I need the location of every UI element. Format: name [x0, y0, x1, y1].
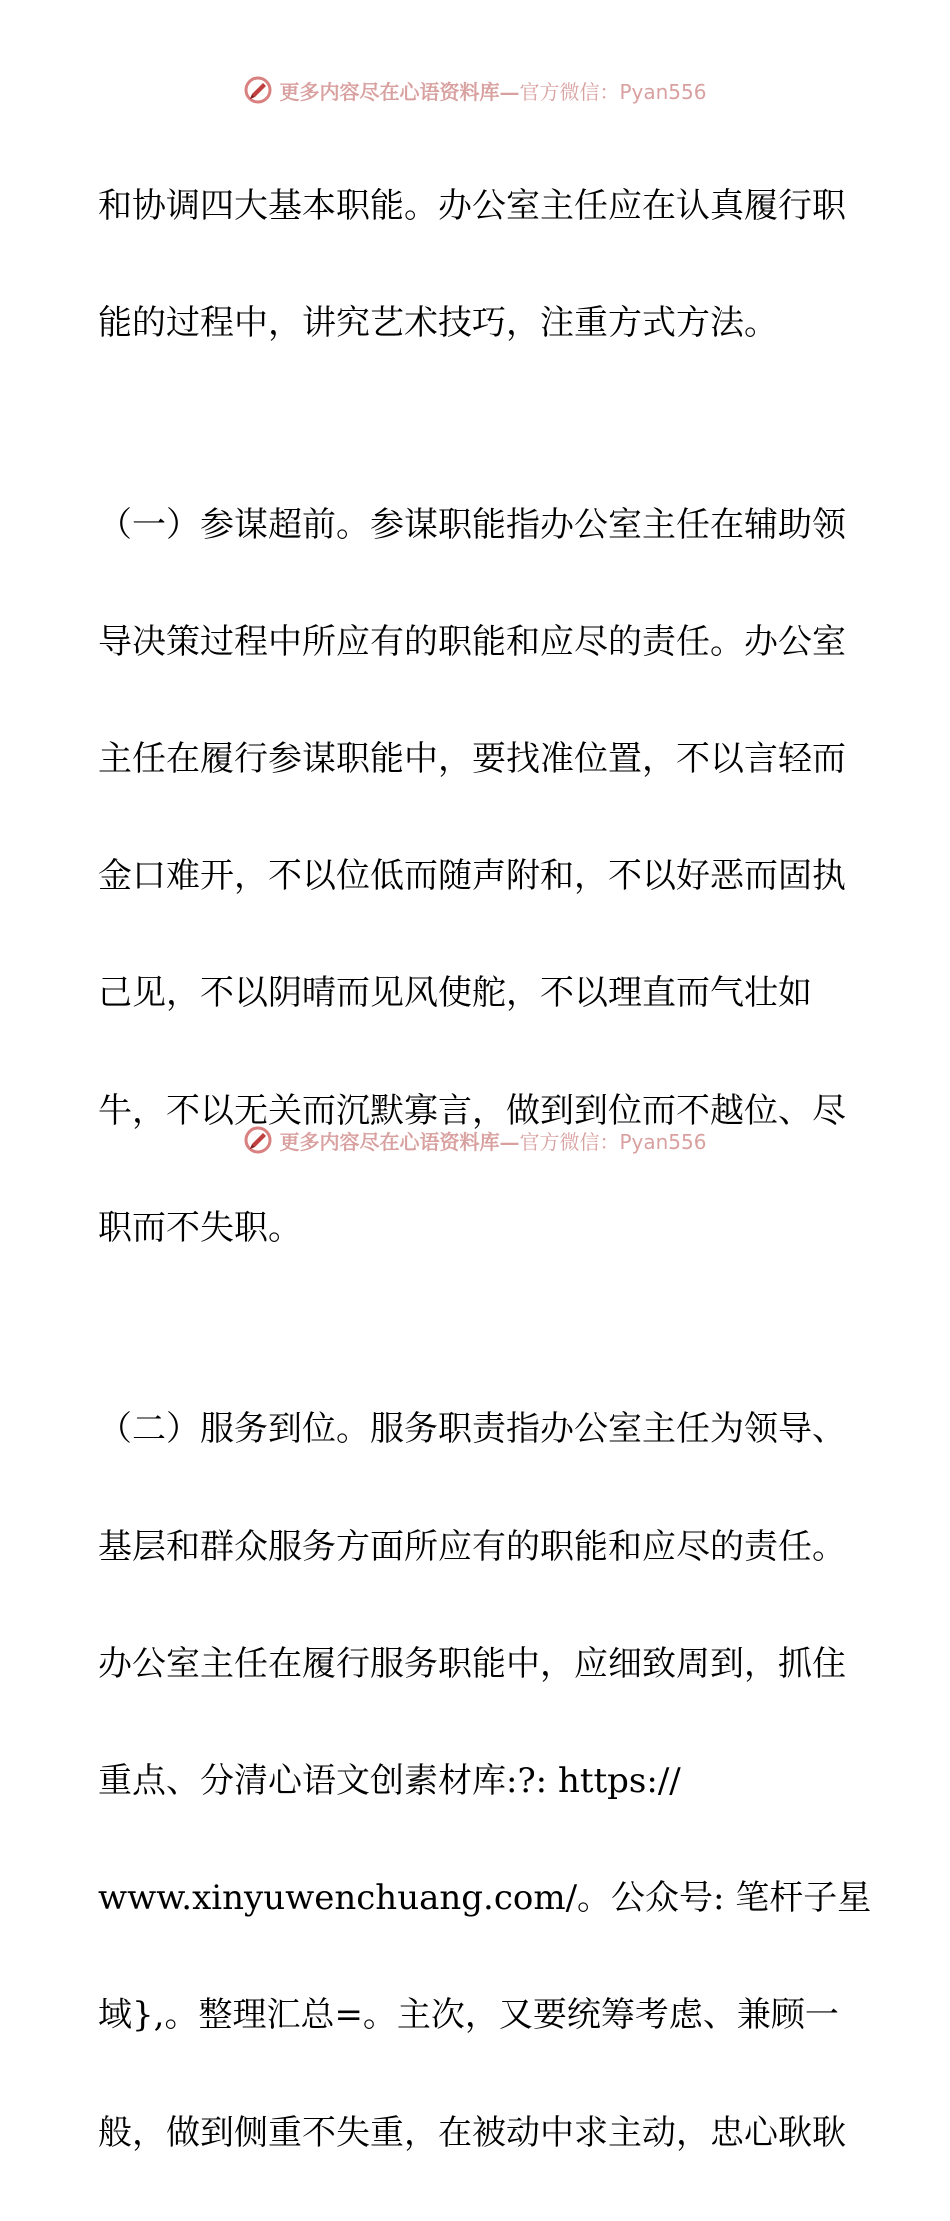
- header-banner: [0, 72, 950, 108]
- text-line: （一）参谋超前。参谋职能指办公室主任在辅助领: [98, 504, 846, 545]
- paragraph-2: [98, 437, 858, 1316]
- footer-banner: [0, 1122, 950, 1158]
- text-line: 域},。整理汇总=。主次，又要统筹考虑、兼顾一: [98, 1995, 839, 2036]
- text-line: 己见，不以阴晴而见风使舵，不以理直而气壮如: [98, 973, 812, 1014]
- text-line: www.xinyuwenchuang.com/。公众号: 笔杆子星: [98, 1878, 872, 1919]
- paragraph-1: [98, 118, 858, 411]
- text-line: 基层和群众服务方面所应有的职能和应尽的责任。: [98, 1526, 846, 1567]
- text-line: 主任在履行参谋职能中，要找准位置，不以言轻而: [98, 738, 846, 779]
- text-line: （二）服务到位。服务职责指办公室主任为领导、: [98, 1409, 846, 1450]
- brand-logo-icon: [243, 1125, 273, 1155]
- paragraph-3: [98, 1342, 872, 2221]
- document-body: [98, 118, 872, 2221]
- text-line: 牛，不以无关而沉默寡言，做到到位而不越位、尽: [98, 1090, 846, 1131]
- text-line: 办公室主任在履行服务职能中，应细致周到，抓住: [98, 1643, 846, 1684]
- text-line: 金口难开，不以位低而随声附和，不以好恶而固执: [98, 856, 846, 897]
- text-line: 导决策过程中所应有的职能和应尽的责任。办公室: [98, 621, 846, 662]
- text-line: 和协调四大基本职能。办公室主任应在认真履行职: [98, 185, 846, 226]
- banner-text: 更多内容尽在心语资料库—官方微信：Pyan556: [279, 79, 707, 104]
- text-line: 职而不失职。: [98, 1207, 302, 1248]
- text-line: 重点、分清心语文创素材库:?: https://: [98, 1761, 681, 1802]
- brand-logo-icon: [243, 75, 273, 105]
- text-line: 能的过程中，讲究艺术技巧，注重方式方法。: [98, 302, 778, 343]
- text-line: 般，做到侧重不失重，在被动中求主动，忠心耿耿: [98, 2112, 846, 2153]
- banner-text: 更多内容尽在心语资料库—官方微信：Pyan556: [279, 1129, 707, 1154]
